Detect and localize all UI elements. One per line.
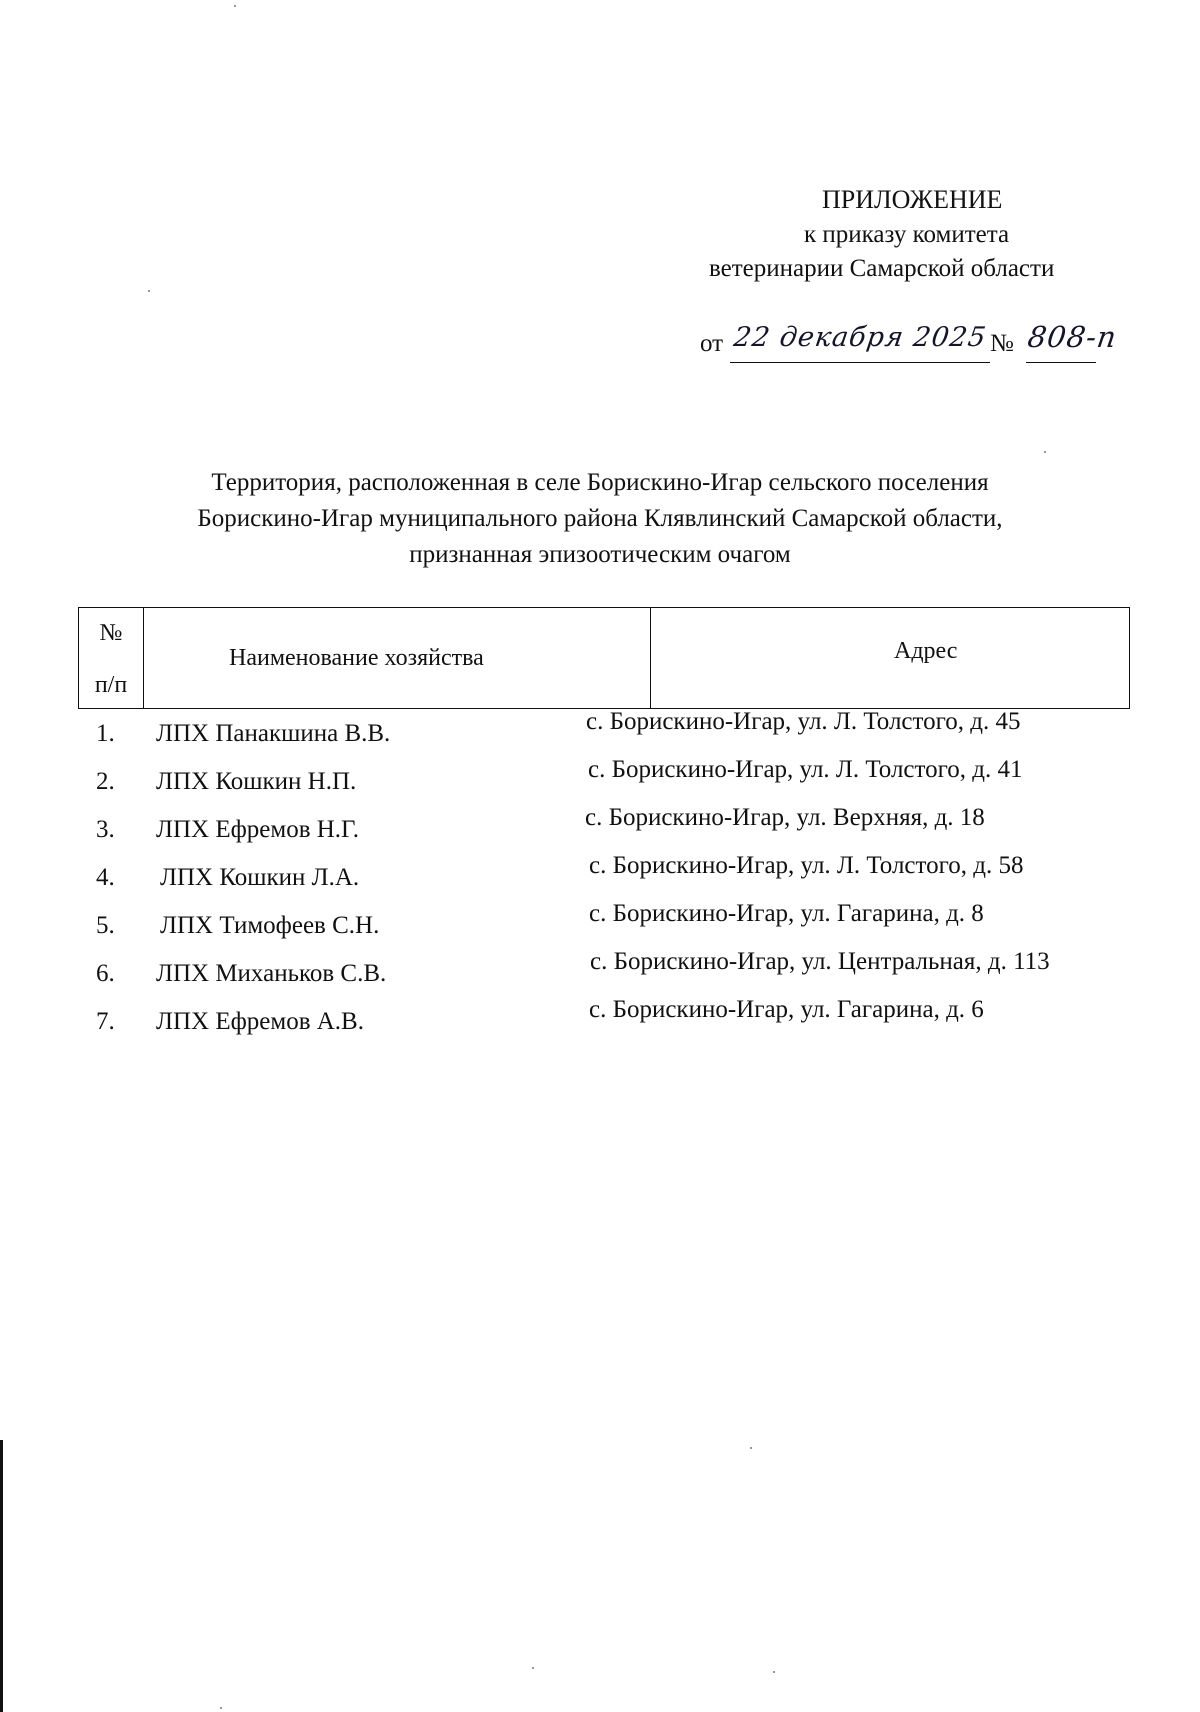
row-number: 1.	[96, 720, 115, 747]
document-title-line-2: Борискино-Игар муниципального района Клявлинский Самарской области,	[197, 505, 1003, 532]
order-number-label: №	[990, 330, 1014, 357]
order-number-handwritten: 808-п	[1025, 320, 1120, 354]
header-number-line-2: п/п	[94, 672, 128, 698]
scan-speck	[532, 1667, 534, 1669]
scan-speck	[148, 290, 150, 292]
row-farm-name: ЛПХ Панакшина В.В.	[156, 720, 391, 747]
header-name-label: Наименование хозяйства	[229, 645, 484, 671]
row-address: с. Борискино-Игар, ул. Л. Толстого, д. 58	[589, 852, 1024, 879]
row-farm-name: ЛПХ Миханьков С.В.	[156, 960, 387, 987]
row-address: с. Борискино-Игар, ул. Л. Толстого, д. 41	[588, 756, 1023, 783]
row-farm-name: ЛПХ Кошкин Н.П.	[156, 768, 357, 795]
document-title-line-3: признанная эпизоотическим очагом	[409, 541, 791, 568]
header-number-line-1: №	[99, 620, 123, 646]
appendix-title: ПРИЛОЖЕНИЕ	[822, 185, 1003, 214]
order-date-handwritten: 22 декабря 2025	[731, 322, 989, 353]
document-title	[100, 465, 1100, 573]
scan-speck	[234, 5, 236, 7]
row-number: 6.	[96, 960, 115, 987]
row-address: с. Борискино-Игар, ул. Л. Толстого, д. 45	[586, 708, 1021, 735]
row-address: с. Борискино-Игар, ул. Гагарина, д. 6	[589, 996, 984, 1023]
table-row	[0, 900, 1200, 940]
header-name-cell	[144, 608, 651, 708]
table-row	[0, 804, 1200, 844]
row-address: с. Борискино-Игар, ул. Верхняя, д. 18	[585, 804, 985, 831]
appendix-subtitle-line-2: ветеринарии Самарской области	[709, 255, 1055, 282]
row-farm-name: ЛПХ Тимофеев С.Н.	[160, 912, 380, 939]
order-number-field	[1025, 318, 1120, 363]
scan-edge-mark	[0, 1440, 3, 1712]
table-row	[0, 852, 1200, 892]
order-reference	[700, 318, 1140, 368]
table-header	[78, 607, 1130, 709]
row-farm-name: ЛПХ Кошкин Л.А.	[160, 864, 360, 891]
row-address: с. Борискино-Игар, ул. Центральная, д. 113	[590, 948, 1050, 975]
row-number: 3.	[96, 816, 115, 843]
table-row	[0, 756, 1200, 796]
row-farm-name: ЛПХ Ефремов Н.Г.	[156, 816, 359, 843]
table-row	[0, 996, 1200, 1036]
scan-speck	[220, 1707, 222, 1709]
row-number: 4.	[96, 864, 115, 891]
scan-speck	[750, 1447, 752, 1449]
row-farm-name: ЛПХ Ефремов А.В.	[156, 1008, 364, 1035]
order-from-label: от	[700, 330, 724, 357]
row-number: 5.	[96, 912, 115, 939]
scan-speck	[1044, 451, 1046, 453]
document-title-line-1: Территория, расположенная в селе Борискино-Игар сельского поселения	[211, 469, 989, 496]
row-address: с. Борискино-Игар, ул. Гагарина, д. 8	[589, 900, 984, 927]
scan-speck	[773, 1671, 775, 1673]
order-date-field	[730, 318, 990, 363]
row-number: 7.	[96, 1008, 115, 1035]
header-number-cell	[79, 608, 144, 708]
row-number: 2.	[96, 768, 115, 795]
table-row	[0, 708, 1200, 748]
table-row	[0, 948, 1200, 988]
header-address-cell	[651, 608, 1129, 708]
header-address-label: Адрес	[894, 638, 958, 664]
appendix-subtitle-line-1: к приказу комитета	[804, 221, 1010, 248]
